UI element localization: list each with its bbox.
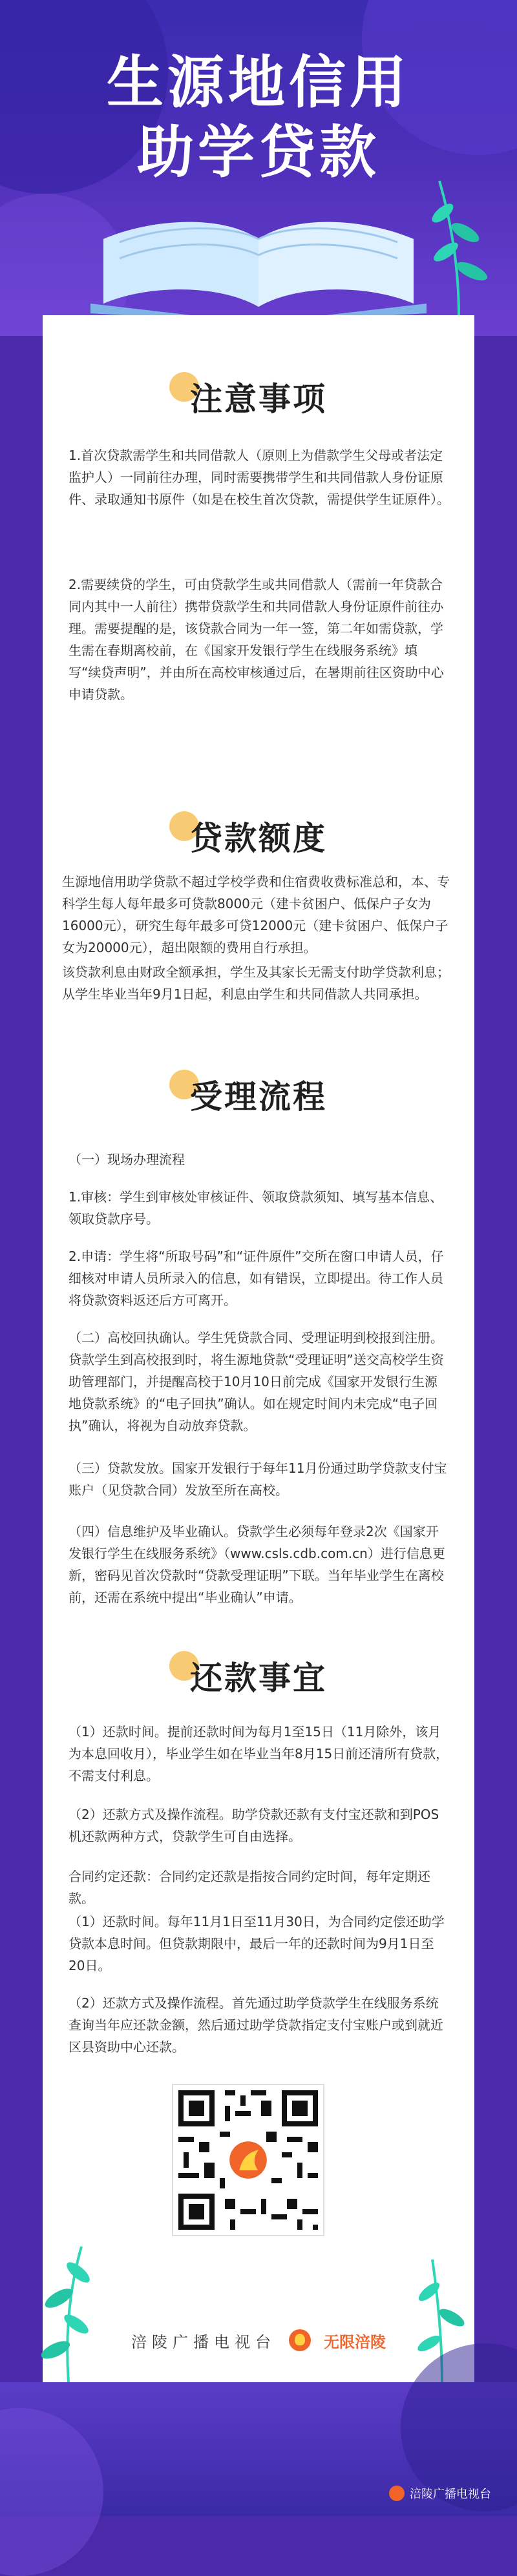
watermark	[389, 2485, 491, 2502]
footer-band	[0, 2382, 517, 2516]
notice-paragraph-1: 1.首次贷款需学生和共同借款人（原则上为借款学生父母或者法定监护人）一同前往办理，同时需要携带学生和共同借款人身份证原件、录取通知书原件（如是在校生首次贷款，需提供学生证原件）。	[69, 448, 450, 507]
footer-org-name: 涪陵广播电视台	[131, 2332, 276, 2351]
process-paragraph-3: （二）高校回执确认。学生凭贷款合同、受理证明到校报到注册。贷款学生到高校报到时，将生源地贷款“受理证明”送交高校学生资助管理部门，并提醒高校于10月10日前完成《国家开发银行生源地贷款系统》的“电子回执”确认。如在规定时间内未完成“电子回执”确认，将视为自动放弃贷款。	[69, 1330, 444, 1433]
content-card	[43, 315, 474, 2382]
page-title-line2: 助学贷款	[136, 119, 380, 185]
section-title-repay: 还款事宜	[190, 1659, 327, 1697]
process-paragraph-0: （一）现场办理流程	[69, 1152, 185, 1167]
repay-paragraph-2: （2）还款方式及操作流程。助学贷款还款有支付宝还款和到POS机还款两种方式，贷款学生可自由选择。	[69, 1807, 439, 1844]
footer-brand-name: 无限涪陵	[324, 2332, 386, 2351]
section-title-process: 受理流程	[190, 1078, 327, 1116]
brand-logo-icon	[289, 2329, 311, 2351]
process-paragraph-2: 2.申请：学生将“所取号码”和“证件原件”交所在窗口申请人员，仔细核对申请人员所录入的信息，如有错误，立即提出。待工作人员将贷款资料返还后方可离开。	[69, 1249, 444, 1308]
notice-paragraph-2: 2.需要续贷的学生，可由贷款学生或共同借款人（需前一年贷款合同内其中一人前往）携带贷款学生和共同借款人身份证原件前往办理。需要提醒的是，该贷款合同为一年一签，第二年如需贷款，学生需在春期离校前，在《国家开发银行学生在线服务系统》填写“续贷声明”，并由所在高校审核通过后，在暑期前往区资助中心申请贷款。	[69, 577, 444, 702]
process-paragraph-4: （三）贷款发放。国家开发银行于每年11月份通过助学贷款支付宝账户（见贷款合同）发放至所在高校。	[69, 1460, 447, 1498]
section-title-notice: 注意事项	[190, 380, 327, 418]
repay-paragraph-5: （2）还款方式及操作流程。首先通过助学贷款学生在线服务系统查询当年应还款金额，然后通过助学贷款指定支付宝账户或到就近区县资助中心还款。	[69, 1995, 443, 2055]
watermark-logo-icon	[389, 2486, 405, 2501]
repay-paragraph-4: （1）还款时间。每年11月1日至11月30日，为合同约定偿还助学贷款本息时间。但贷款期限中，最后一年的还款时间为9月1日至20日。	[69, 1914, 445, 1973]
process-paragraph-1: 1.审核：学生到审核处审核证件、领取贷款须知、填写基本信息、领取贷款序号。	[69, 1189, 443, 1227]
amount-paragraph-1: 生源地信用助学贷款不超过学校学费和住宿费收费标准总和，本、专科学生每人每年最多可贷款8000元（建卡贫困户、低保户子女为16000元），研究生每年最多可贷12000元（建卡贫困户、低保户子女为20000元），超出限额的费用自行承担。	[62, 874, 450, 955]
amount-paragraph-2: 该贷款利息由财政全额承担，学生及其家长无需支付助学贷款利息；从学生毕业当年9月1日起，利息由学生和共同借款人共同承担。	[62, 964, 450, 1002]
open-book-icon	[90, 194, 427, 323]
header-banner	[0, 0, 517, 336]
process-paragraph-5: （四）信息维护及毕业确认。贷款学生必须每年登录2次《国家开发银行学生在线服务系统》（www.csls.cdb.com.cn）进行信息更新，密码见首次贷款时“贷款受理证明”下联。当年毕业学生在离校前，还需在系统中提出“毕业确认”申请。	[69, 1524, 445, 1605]
page-title-line1: 生源地信用	[106, 49, 410, 116]
leaf-icon	[30, 2240, 107, 2382]
leaf-icon	[414, 174, 504, 317]
repay-paragraph-1: （1）还款时间。提前还款时间为每月1至15日（11月除外，该月为本息回收月），毕业学生如在毕业当年8月15日前还清所有贷款，不需支付利息。	[69, 1724, 449, 1783]
watermark-text: 涪陵广播电视台	[410, 2488, 491, 2501]
qr-code-icon	[173, 2085, 323, 2235]
repay-paragraph-3: 合同约定还款：合同约定还款是指按合同约定时间，每年定期还款。	[69, 1869, 430, 1906]
footer-org-row	[43, 2324, 474, 2356]
qr-code	[172, 2084, 324, 2236]
decor-blob	[0, 2408, 103, 2576]
section-title-amount: 贷款额度	[190, 820, 327, 857]
